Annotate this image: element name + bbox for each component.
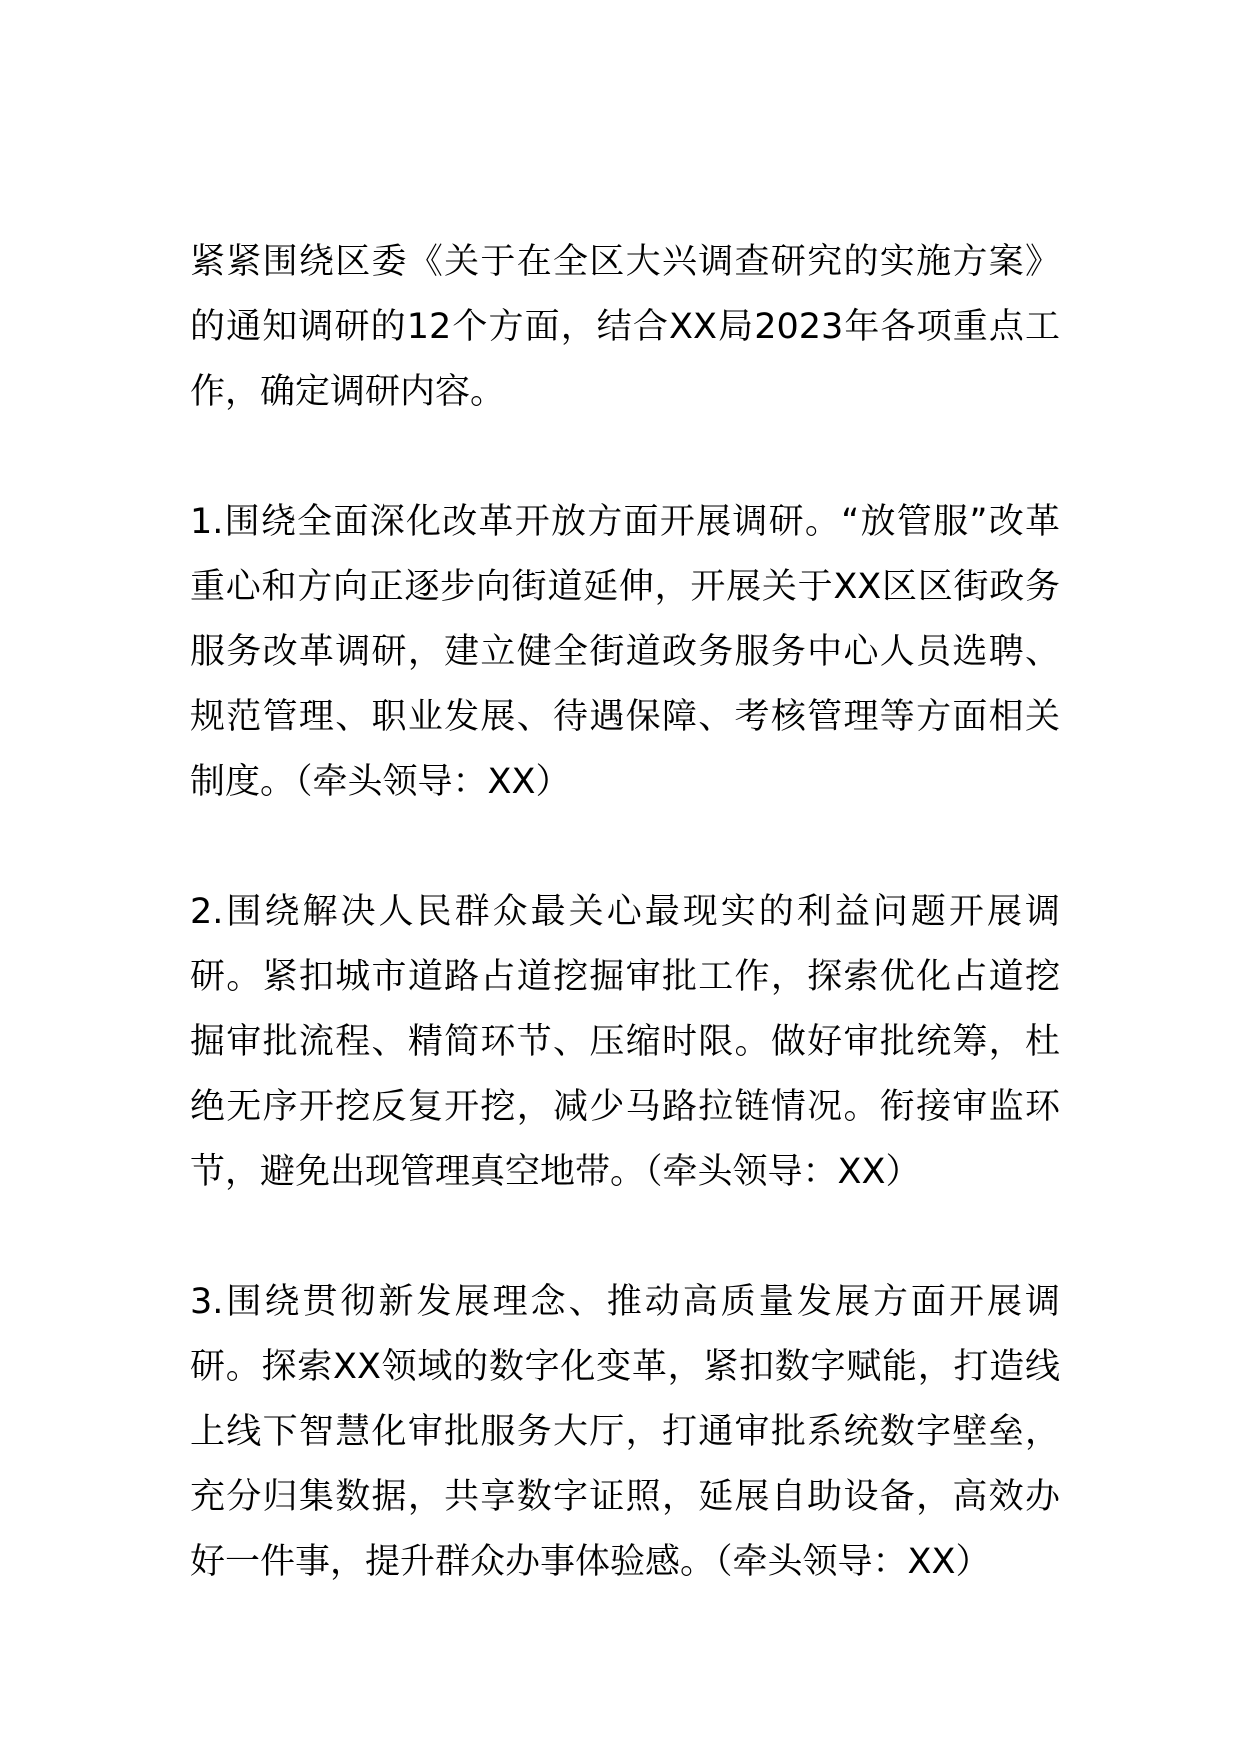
item-2-paragraph: 2.围绕解决人民群众最关心最现实的利益问题开展调研。紧扣城市道路占道挖掘审批工作，探索优化占道挖掘审批流程、精简环节、压缩时限。做好审批统筹，杜绝无序开挖反复开挖，减少马路拉链情况。衔接审监环节，避免出现管理真空地带。（牵头领导：XX） [190, 892, 1060, 1192]
item-1-paragraph: 1.围绕全面深化改革开放方面开展调研。“放管服”改革重心和方向正逐步向街道延伸，开展关于XX区区街政务服务改革调研，建立健全街道政务服务中心人员选聘、规范管理、职业发展、待遇保障、考核管理等方面相关制度。（牵头领导：XX） [190, 502, 1060, 802]
document-body [190, 230, 1060, 1595]
intro-paragraph: 紧紧围绕区委《关于在全区大兴调查研究的实施方案》的通知调研的12个方面，结合XX局2023年各项重点工作，确定调研内容。 [190, 242, 1060, 412]
item-3-paragraph: 3.围绕贯彻新发展理念、推动高质量发展方面开展调研。探索XX领域的数字化变革，紧扣数字赋能，打造线上线下智慧化审批服务大厅，打通审批系统数字壁垒，充分归集数据，共享数字证照，延展自助设备，高效办好一件事，提升群众办事体验感。（牵头领导：XX） [190, 1282, 1060, 1582]
